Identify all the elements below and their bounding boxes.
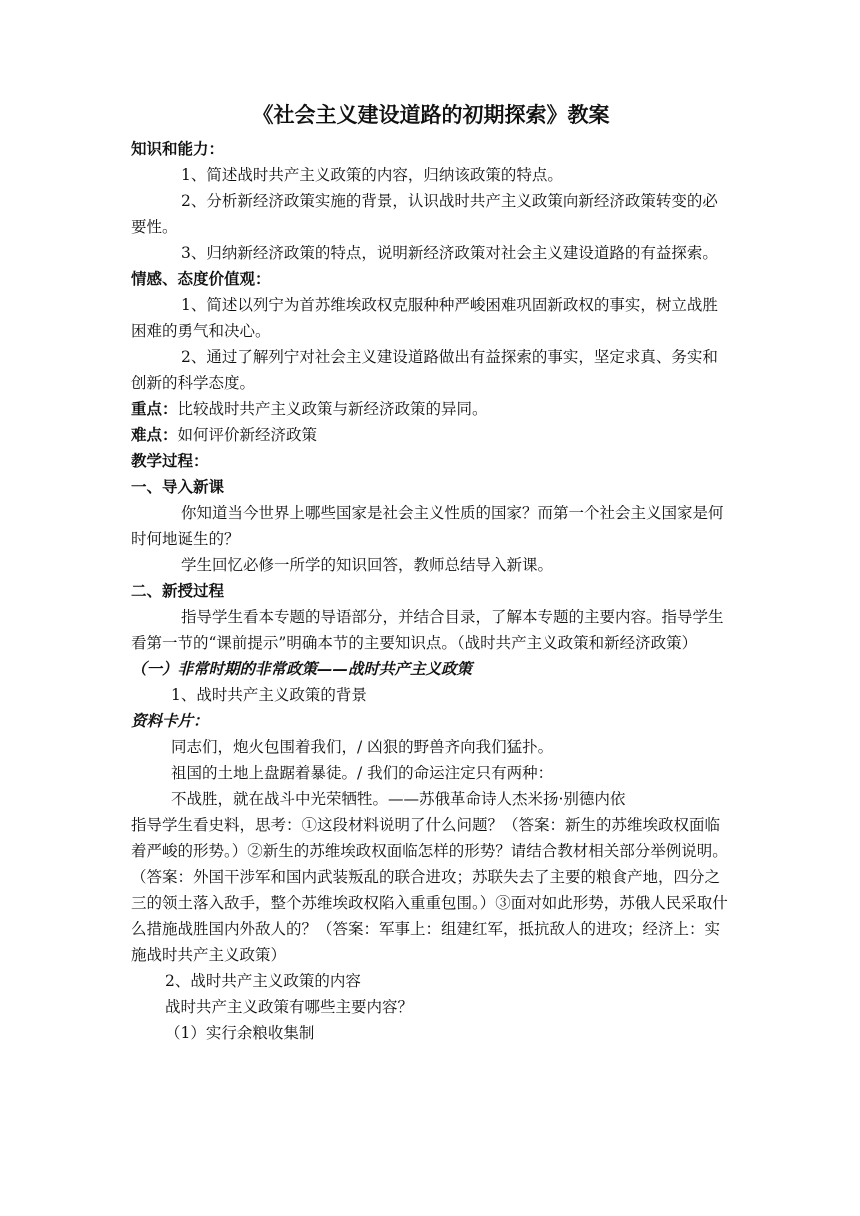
key-point-label: 重点：: [131, 400, 178, 418]
page-title: 《社会主义建设道路的初期探索》教案: [252, 103, 610, 127]
key-point-text: 比较战时共产主义政策与新经济政策的异同。: [177, 400, 488, 418]
section2-intro: 指导学生看本专题的导语部分，并结合目录，了解本专题的主要内容。指导学生看第一节的“课前提示”明确本节的主要知识点。（战时共产主义政策和新经济政策）: [131, 608, 724, 652]
knowledge-item: 1、简述战时共产主义政策的内容，归纳该政策的特点。: [181, 166, 563, 184]
emotion-heading: 情感、态度价值观：: [131, 270, 271, 288]
poem-line: 不战胜，就在战斗中光荣牺牲。——苏俄革命诗人杰米扬·别德内依: [171, 790, 626, 808]
section1-heading: 一、导入新课: [131, 478, 225, 496]
poem-line: 同志们，炮火包围着我们，/ 凶狠的野兽齐向我们猛扑。: [171, 738, 554, 756]
section1-para: 学生回忆必修一所学的知识回答，教师总结导入新课。: [181, 556, 554, 574]
knowledge-item: 2、分析新经济政策实施的背景，认识战时共产主义政策向新经济政策转变的必要性。: [131, 192, 718, 236]
section2-item2: 2、战时共产主义政策的内容: [165, 972, 361, 990]
key-point: [131, 396, 731, 422]
difficulty-label: 难点：: [131, 426, 178, 444]
process-heading: 教学过程：: [131, 452, 209, 470]
document-page: [131, 100, 731, 1046]
guide-paragraph: 指导学生看史料，思考：①这段材料说明了什么问题？（答案：新生的苏维埃政权面临着严峻的形势。）②新生的苏维埃政权面临怎样的形势？请结合教材相关部分举例说明。（答案：外国干涉军和国内武装叛乱的联合进攻；苏联失去了主要的粮食产地，四分之三的领土落入敌手，整个苏维埃政权陷入重重包围。）③面对如此形势，苏俄人民采取什么措施战胜国内外敌人的？（答案：军事上：组建红军，抵抗敌人的进攻；经济上：实施战时共产主义政策）: [131, 816, 728, 964]
card-label: 资料卡片：: [131, 712, 209, 730]
question: 战时共产主义政策有哪些主要内容？: [165, 998, 414, 1016]
section1-para: 你知道当今世界上哪些国家是社会主义性质的国家？而第一个社会主义国家是何时何地诞生的？: [131, 504, 724, 548]
knowledge-item: 3、归纳新经济政策的特点，说明新经济政策对社会主义建设道路的有益探索。: [181, 244, 718, 262]
section2-sub-heading: （一）非常时期的非常政策——战时共产主义政策: [131, 660, 473, 678]
point1: （1）实行余粮收集制: [165, 1024, 315, 1042]
difficulty: [131, 422, 731, 448]
difficulty-text: 如何评价新经济政策: [177, 426, 318, 444]
section2-item1: 1、战时共产主义政策的背景: [171, 686, 367, 704]
emotion-item: 2、通过了解列宁对社会主义建设道路做出有益探索的事实，坚定求真、务实和创新的科学态度。: [131, 348, 718, 392]
emotion-item: 1、简述以列宁为首苏维埃政权克服种种严峻困难巩固新政权的事实，树立战胜困难的勇气和决心。: [131, 296, 718, 340]
knowledge-heading: 知识和能力：: [131, 140, 225, 158]
section2-heading: 二、新授过程: [131, 582, 225, 600]
poem-line: 祖国的土地上盘踞着暴徒。/ 我们的命运注定只有两种：: [171, 764, 554, 782]
